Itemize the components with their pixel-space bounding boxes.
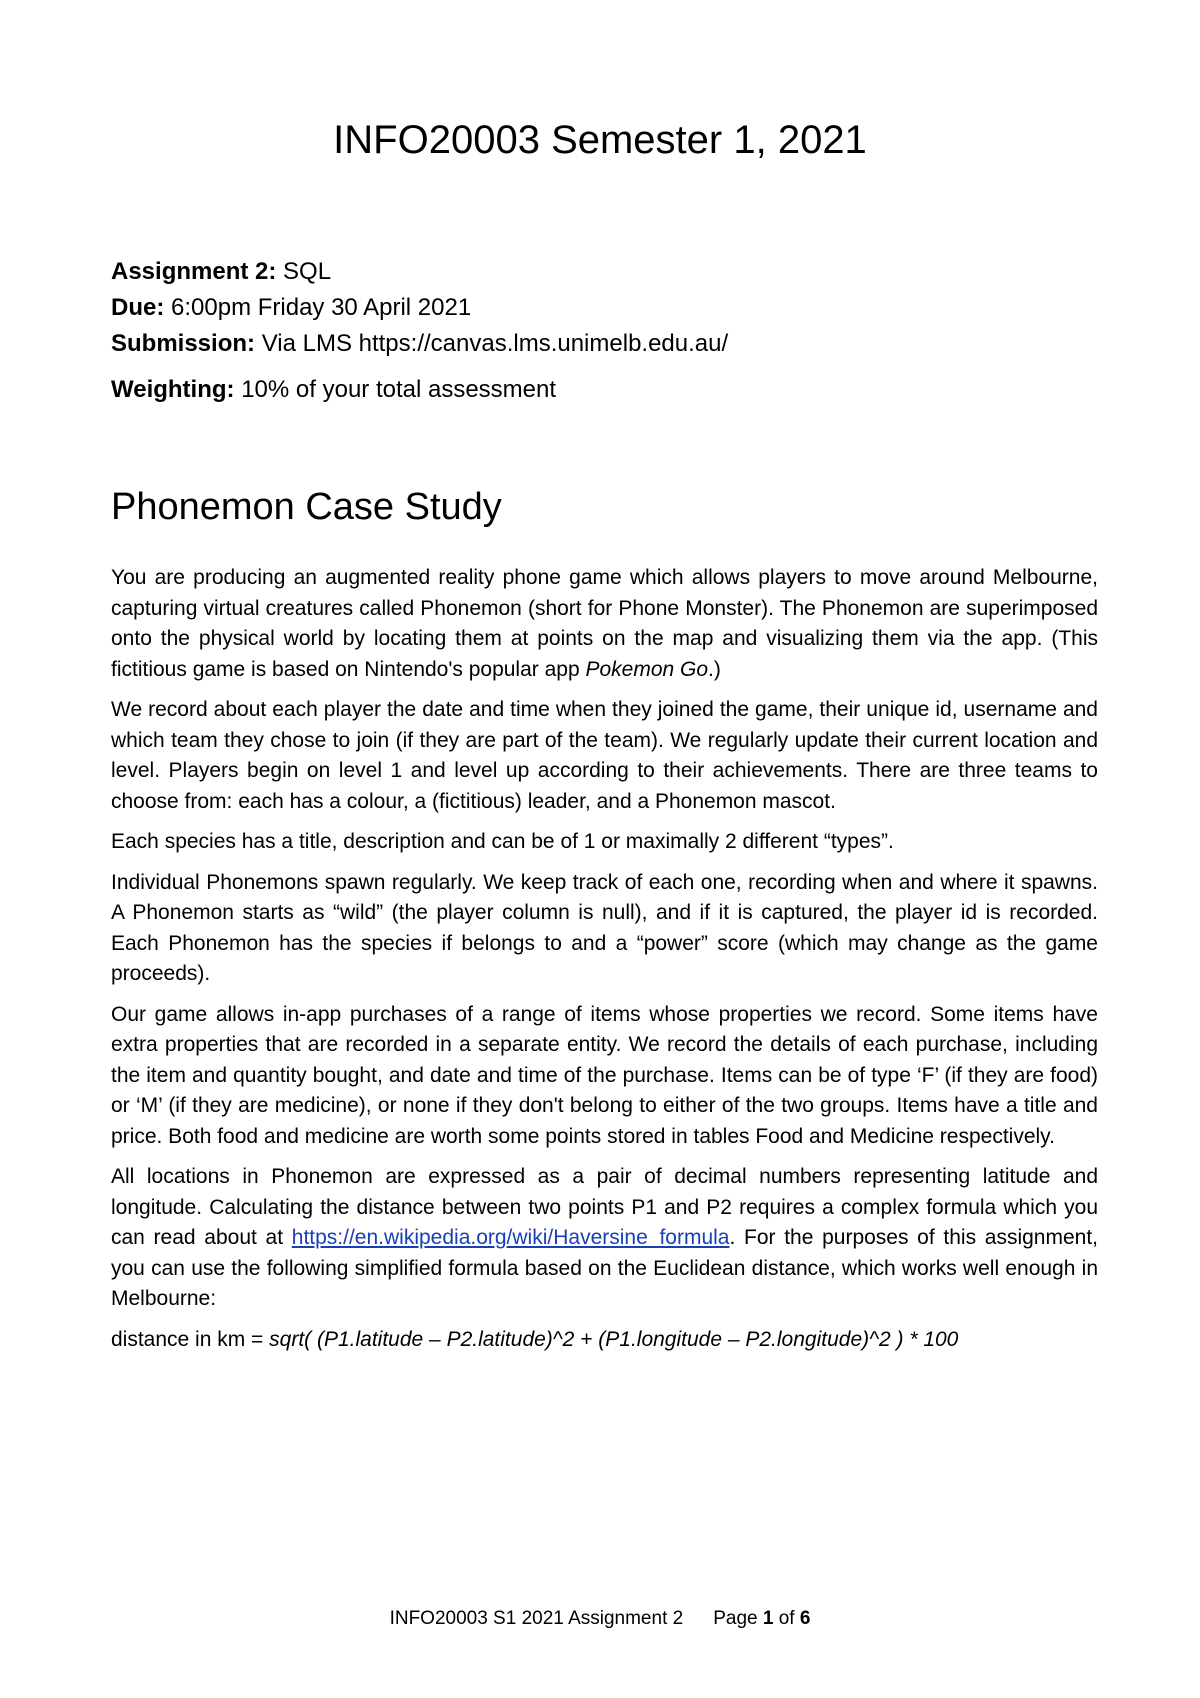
case-study-body bbox=[111, 563, 1098, 1365]
weighting-label: Weighting: bbox=[111, 376, 235, 403]
paragraph-species: Each species has a title, description and can be of 1 or maximally 2 different “types”. bbox=[111, 830, 894, 853]
haversine-link[interactable]: https://en.wikipedia.org/wiki/Haversine_formula bbox=[291, 1226, 730, 1249]
distance-formula bbox=[111, 1325, 1098, 1356]
assignment-label: Assignment 2: bbox=[111, 258, 277, 285]
submission-row bbox=[111, 326, 728, 362]
document-title: INFO20003 Semester 1, 2021 bbox=[333, 118, 867, 162]
paragraph-phonemons: Individual Phonemons spawn regularly. We keep track of each one, recording when and where it spawns. A Phonemon starts as “wild” (the player column is null), and if it is captured, the player id is recorded. Each Phonemon has the species if belongs to and a “power” score (which may change as the game proceeds). bbox=[111, 870, 1098, 985]
footer-page-current: 1 bbox=[762, 1608, 774, 1629]
paragraph-locations bbox=[111, 1162, 1098, 1315]
due-label: Due: bbox=[111, 294, 165, 321]
footer-course: INFO20003 S1 2021 Assignment 2 bbox=[389, 1608, 684, 1629]
paragraph-intro-end: .) bbox=[708, 657, 721, 681]
formula-label: distance in km = bbox=[111, 1327, 270, 1351]
paragraph-intro-text: You are producing an augmented reality phone game which allows players to move around Melbourne, capturing virtual creatures called Phonemon (short for Phone Monster). The Phonemon are superimposed onto the physical world by locating them at points on the map and visualizing them via the app. (This fictitious game is based on Nintendo's popular app bbox=[111, 566, 1098, 681]
submission-value: Via LMS https://canvas.lms.unimelb.edu.au/ bbox=[261, 330, 729, 357]
section-title: Phonemon Case Study bbox=[111, 486, 502, 528]
formula-expression: sqrt( (P1.latitude – P2.latitude)^2 + (P1.longitude – P2.longitude)^2 ) * 100 bbox=[269, 1327, 959, 1351]
due-row bbox=[111, 290, 728, 326]
paragraph-items: Our game allows in-app purchases of a range of items whose properties we record. Some items have extra properties that are recorded in a separate entity. We record the details of each purchase, including the item and quantity bought, and date and time of the purchase. Items can be of type ‘F’ (if they are food) or ‘M’ (if they are medicine), or none if they don't belong to either of the two groups. Items have a title and price. Both food and medicine are worth some points stored in tables Food and Medicine respectively. bbox=[111, 1002, 1098, 1148]
paragraph-locations-end: . For the purposes of this assignment, you can use the following simplified formula based on the Euclidean distance, which works well enough in Melbourne: bbox=[111, 1226, 1099, 1310]
footer-page-total: 6 bbox=[799, 1608, 811, 1629]
pokemon-go-italic: Pokemon Go bbox=[585, 657, 709, 681]
paragraph-intro bbox=[111, 563, 1098, 685]
page-footer bbox=[0, 1608, 1200, 1630]
footer-page-of: of bbox=[778, 1608, 795, 1629]
paragraph-players: We record about each player the date and time when they joined the game, their unique id, username and which team they chose to join (if they are part of the team). We regularly update their current location and level. Players begin on level 1 and level up according to their achievements. There are three teams to choose from: each has a colour, a (fictitious) leader, and a Phonemon mascot. bbox=[111, 698, 1098, 813]
assignment-row bbox=[111, 254, 728, 290]
paragraph-locations-text: All locations in Phonemon are expressed as a pair of decimal numbers representing latitude and longitude. Calculating the distance between two points P1 and P2 requires a complex formula which you can read about at bbox=[111, 1165, 1098, 1249]
assignment-value: SQL bbox=[283, 258, 332, 285]
footer-page-label: Page bbox=[713, 1608, 758, 1629]
assignment-meta bbox=[111, 254, 728, 408]
due-value: 6:00pm Friday 30 April 2021 bbox=[171, 294, 472, 321]
weighting-row bbox=[111, 372, 728, 408]
submission-label: Submission: bbox=[111, 330, 256, 357]
weighting-value: 10% of your total assessment bbox=[241, 376, 557, 403]
